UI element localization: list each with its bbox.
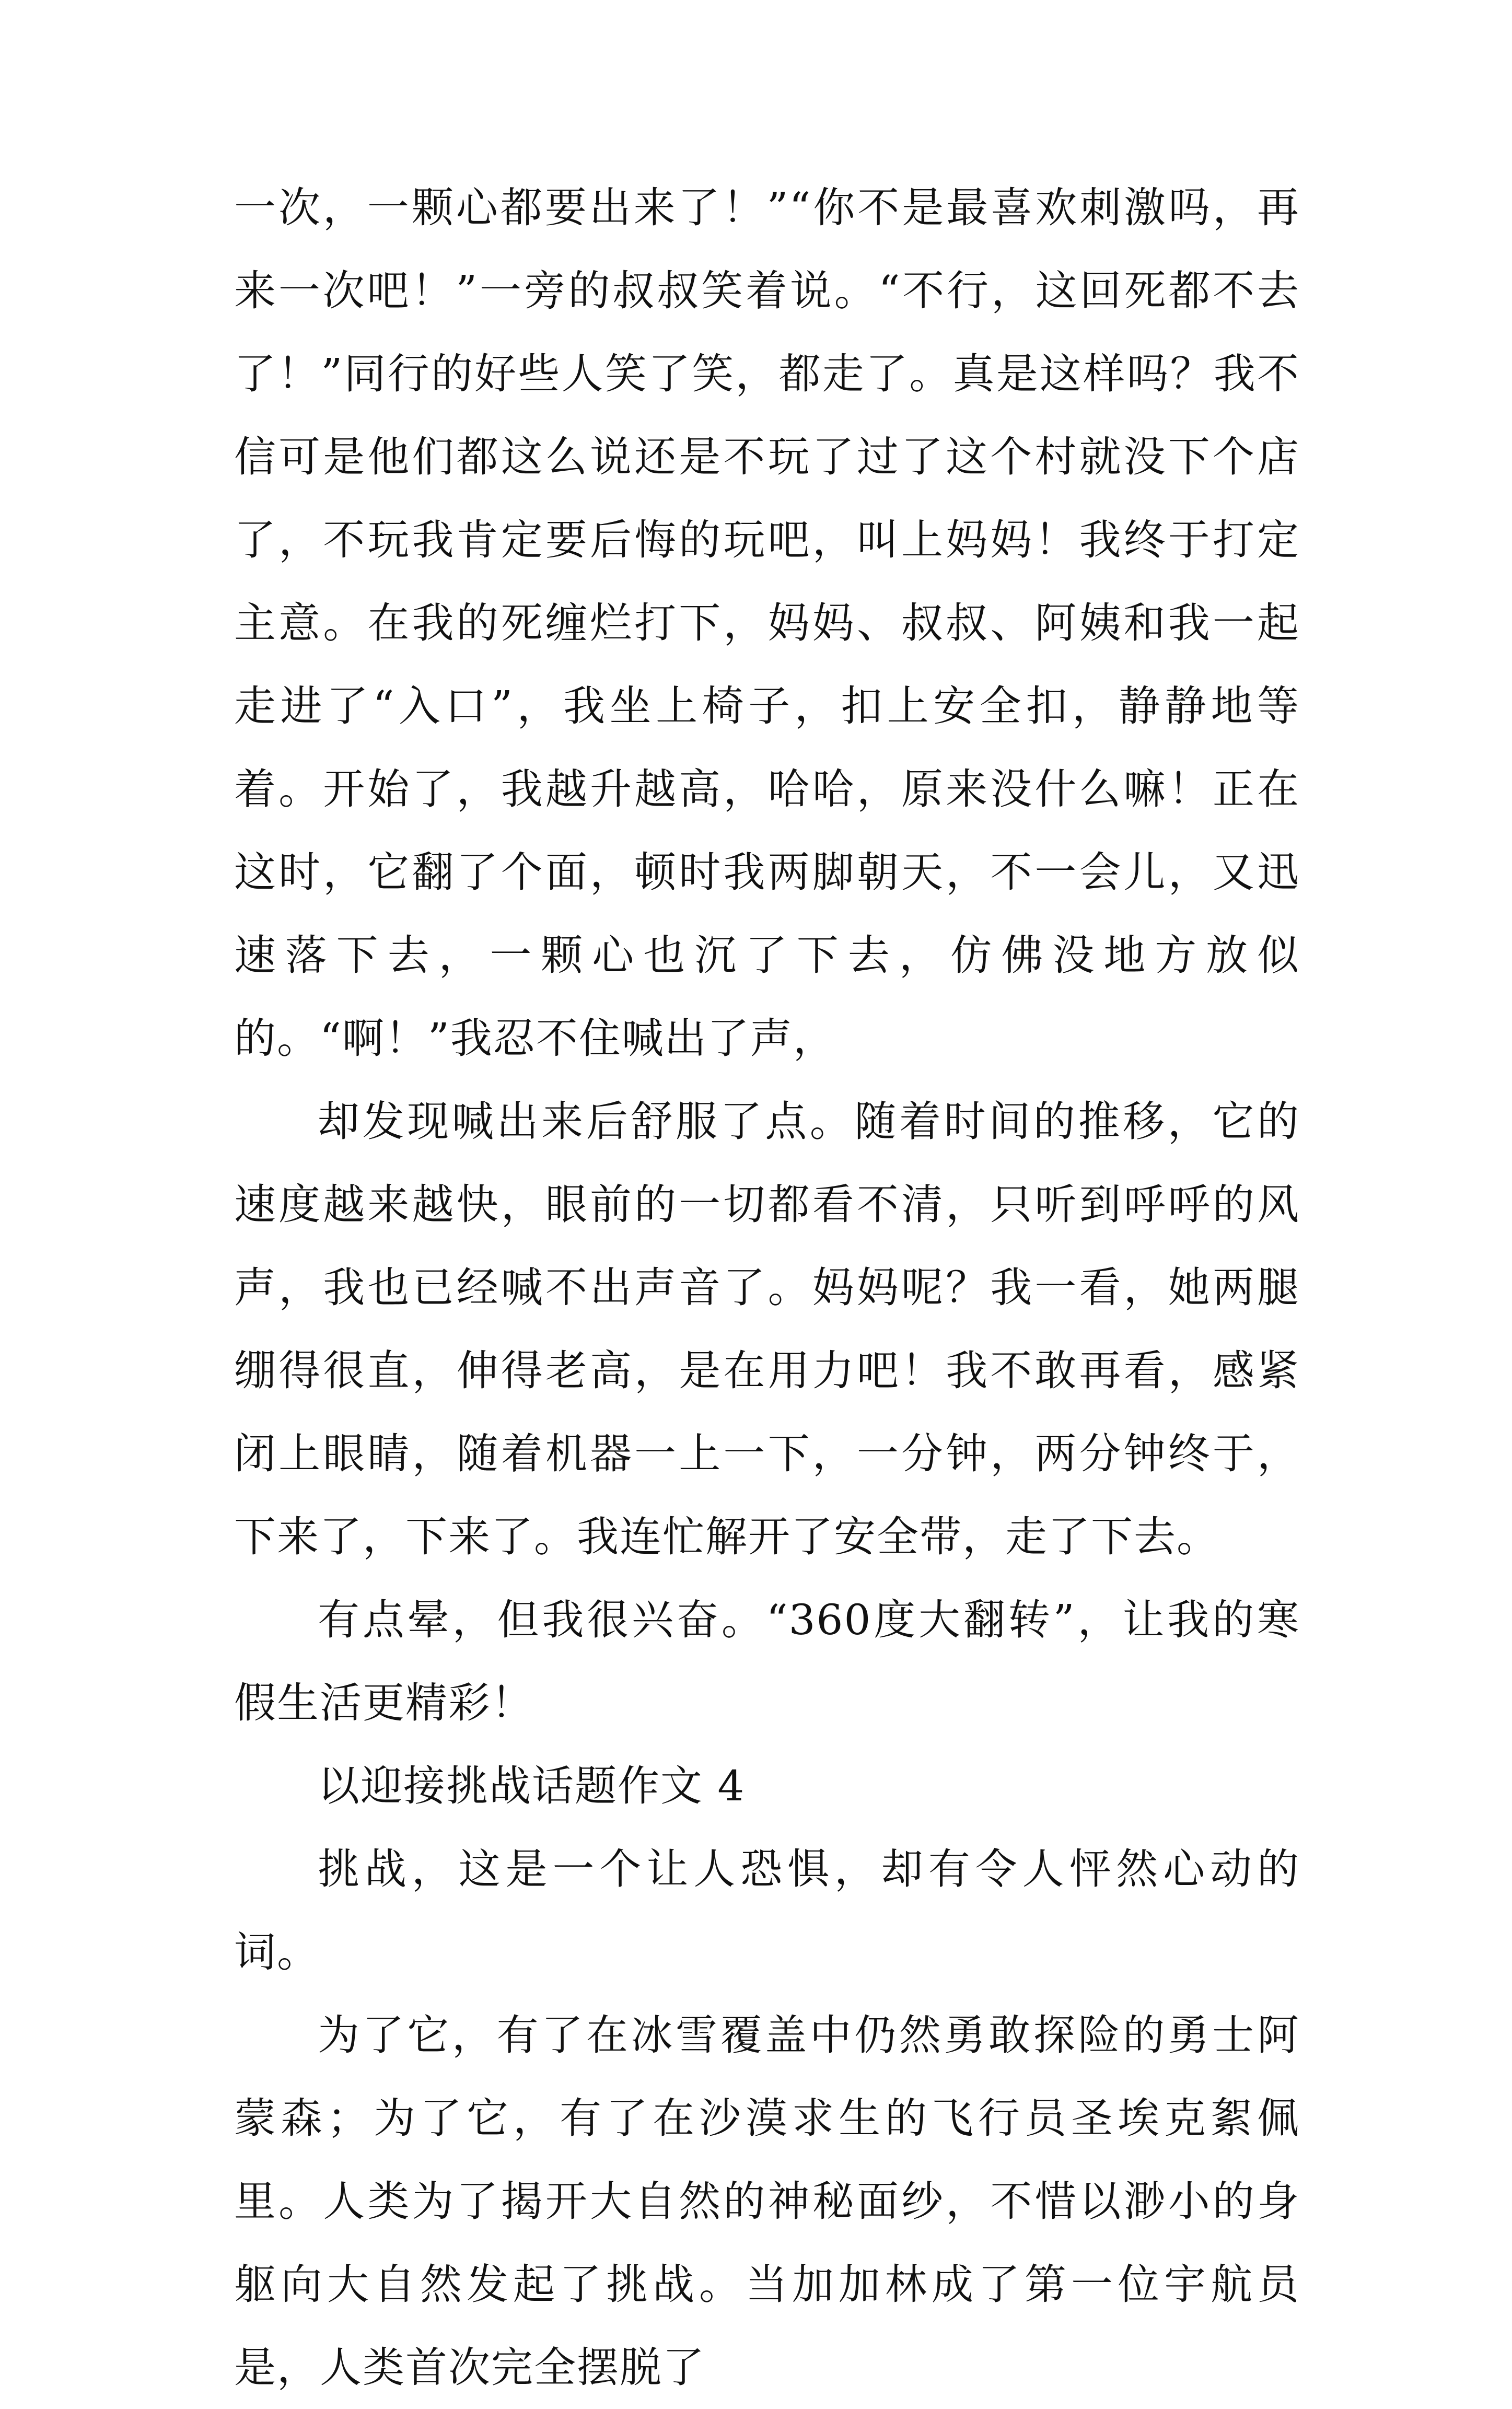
document-body	[234, 166, 1300, 2409]
section-heading: 以迎接挑战话题作文 4	[318, 1762, 746, 1810]
paragraph: 却发现喊出来后舒服了点。随着时间的推移，它的速度越来越快，眼前的一切都看不清，只听到呼呼的风声，我也已经喊不出声音了。妈妈呢？我一看，她两腿绷得很直，伸得老高，是在用力吧！我不敢再看，感紧闭上眼睛，随着机器一上一下，一分钟，两分钟终于，下来了，下来了。我连忙解开了安全带，走了下去。	[234, 1097, 1300, 1561]
paragraph: 为了它，有了在冰雪覆盖中仍然勇敢探险的勇士阿蒙森；为了它，有了在沙漠求生的飞行员圣埃克絮佩里。人类为了揭开大自然的神秘面纱，不惜以渺小的身躯向大自然发起了挑战。当加加林成了第一位宇航员是，人类首次完全摆脱了	[234, 2011, 1300, 2392]
paragraph: 挑战，这是一个让人恐惧，却有令人怦然心动的词。	[234, 1845, 1300, 1976]
paragraph-continued: 一次，一颗心都要出来了！”“你不是最喜欢刺激吗，再来一次吧！”一旁的叔叔笑着说。“不行，这回死都不去了！”同行的好些人笑了笑，都走了。真是这样吗？我不信可是他们都这么说还是不玩了过了这个村就没下个店了，不玩我肯定要后悔的玩吧，叫上妈妈！我终于打定主意。在我的死缠烂打下，妈妈、叔叔、阿姨和我一起走进了“入口”，我坐上椅子，扣上安全扣，静静地等着。开始了，我越升越高，哈哈，原来没什么嘛！正在这时，它翻了个面，顿时我两脚朝天，不一会儿，又迅速落下去，一颗心也沉了下去，仿佛没地方放似的。“啊！”我忍不住喊出了声，	[234, 183, 1300, 1063]
paragraph: 有点晕，但我很兴奋。“360度大翻转”，让我的寒假生活更精彩！	[234, 1596, 1300, 1727]
